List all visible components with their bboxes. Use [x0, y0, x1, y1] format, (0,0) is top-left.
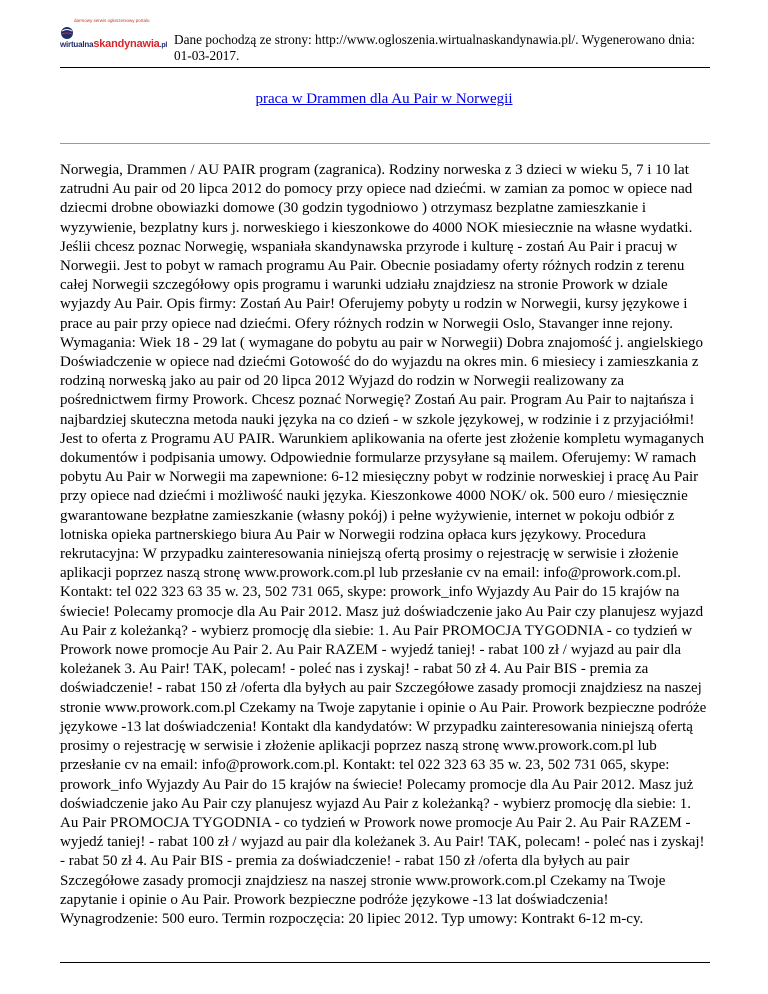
source-info	[174, 32, 704, 64]
header-divider	[60, 67, 710, 68]
title-divider	[60, 143, 710, 144]
listing-body: Norwegia, Drammen / AU PAIR program (zagranica). Rodziny norweska z 3 dzieci w wieku 5, 7 i 10 lat zatrudni Au pair od 20 lipca 2012 do pomocy przy opiece nad dziećmi. w zamian za pomoc w opiece nad dziecmi drobne obowiazki domowe (30 godzin tygodniowo ) otrzymasz bezplatne zamieszkanie i wyzywienie, bezplatny kurs j. norweskiego i kieszonkowe do 4000 NOK miesiecznie na własne wydatki. Jeślii chcesz poznac Norwegię, wspaniała skandynawska przyrode i kulturę - zostań Au Pair i pracuj w Norwegii. Jest to pobyt w ramach programu Au Pair. Obecnie posiadamy oferty różnych rodzin z terenu całej Norwegii szczegółowy opis programu i warunki udziału znajdziesz na stronie Prowork w dziale wyjazdy Au Pair. Opis firmy: Zostań Au Pair! Oferujemy pobyty u rodzin w Norwegii, kursy językowe i prace au pair przy opiece nad dziećmi. Ofery różnych rodzin w Norwegii Oslo, Stavanger inne rejony. Wymagania: Wiek 18 - 29 lat ( wymagane do pobytu au pair w Norwegii) Dobra znajomość j. angielskiego Doświadczenie w opiece nad dziećmi Gotowość do do wyjazdu na okres min. 6 miesiecy i zamieszkania z rodziną norweską jako au pair od 20 lipca 2012 Wyjazd do rodzin w Norwegii realizowany za pośrednictwem firmy Prowork. Chcesz poznać Norwegię? Zostań Au pair. Program Au Pair to najtańsza i najbardziej skuteczna metoda nauki języka na co dzień - w szkole językowej, w rodzinie i z przyjaciółmi! Jest to oferta z Programu AU PAIR. Warunkiem aplikowania na oferte jest złożenie kompletu wymaganych dokumentów i podpisania umowy. Odpowiednie formularze przysyłane są mailem. Oferujemy: W ramach pobytu Au Pair w Norwegii ma zapewnione: 6-12 miesięczny pobyt w rodzinie norweskiej i pracę Au Pair przy opiece nad dziećmi i możliwość nauki języka. Kieszonkowe 4000 NOK/ ok. 500 euro / miesięcznie gwarantowane bezpłatne zamieszkanie (własny pokój) i pełne wyżywienie, internet w pokoju odbiór z lotniska opieka partnerskiego biura Au Pair w Norwegii rodzina opłaca kurs językowy. Procedura rekrutacyjna: W przypadku zainteresowania niniejszą ofertą prosimy o rejestrację w serwisie i złożenie aplikacji poprzez naszą stronę www.prowork.com.pl lub przesłanie cv na email: info@prowork.com.pl. Kontakt: tel 022 323 63 35 w. 23, 502 731 065, skype: prowork_info Wyjazdy Au Pair do 15 krajów na świecie! Polecamy promocje dla Au Pair 2012. Masz już doświadczenie jako Au Pair czy planujesz wyjazd Au Pair z koleżanką? - wybierz promocję dla siebie: 1. Au Pair PROMOCJA TYGODNIA - co tydzień w Prowork nowe promocje Au Pair 2. Au Pair RAZEM - wyjedź taniej! - rabat 100 zł / wyjazd au pair dla koleżanek 3. Au Pair! TAK, polecam! - poleć nas i zyskaj! - rabat 50 zł 4. Au Pair BIS - premia za doświadczenie! - rabat 150 zł /oferta dla byłych au pair Szczegółowe zasady promocji znajdziesz na naszej stronie www.prowork.com.pl Czekamy na Twoje zapytanie i opinie o Au Pair. Prowork bezpieczne podróże językowe -13 lat doświadczenia! Kontakt dla kandydatów: W przypadku zainteresowania niniejszą ofertą prosimy o rejestrację w serwisie i złożenie aplikacji poprzez naszą stronę www.prowork.com.pl lub przesłanie cv na email: info@prowork.com.pl. Kontakt: tel 022 323 63 35 w. 23, 502 731 065, skype: prowork_info Wyjazdy Au Pair do 15 krajów na świecie! Polecamy promocje dla Au Pair 2012. Masz już doświadczenie jako Au Pair czy planujesz wyjazd Au Pair z koleżanką? - wybierz promocję dla siebie: 1. Au Pair PROMOCJA TYGODNIA - co tydzień w Prowork nowe promocje Au Pair 2. Au Pair RAZEM - wyjedź taniej! - rabat 100 zł / wyjazd au pair dla koleżanek 3. Au Pair! TAK, polecam! - poleć nas i zyskaj! - rabat 50 zł 4. Au Pair BIS - premia za doświadczenie! - rabat 150 zł /oferta dla byłych au pair Szczegółowe zasady promocji znajdziesz na naszej stronie www.prowork.com.pl Czekamy na Twoje zapytanie i opinie o Au Pair. Prowork bezpieczne podróże językowe -13 lat doświadczenia! Wynagrodzenie: 500 euro. Termin rozpoczęcia: 20 lipiec 2012. Typ umowy: Kontrakt 6-12 m-cy.	[60, 162, 707, 927]
logo-wordmark	[60, 38, 167, 50]
site-logo	[60, 18, 172, 48]
logo-word-skandynawia: skandynawia	[93, 38, 160, 50]
logo-word-pl: .pl	[159, 42, 168, 49]
source-line-2: 01-03-2017.	[174, 48, 240, 63]
page-header	[60, 18, 710, 68]
logo-tagline: darmowy serwis ogłoszeniowy portalu	[74, 18, 150, 23]
logo-word-wirtualna: wirtualna	[60, 40, 94, 49]
listing-title-link[interactable]: praca w Drammen dla Au Pair w Norwegii	[255, 91, 513, 107]
source-line-1: Dane pochodzą ze strony: http://www.ogloszenia.wirtualnaskandynawia.pl/. Wygenerowano dnia:	[174, 32, 695, 47]
footer-divider	[60, 962, 710, 963]
